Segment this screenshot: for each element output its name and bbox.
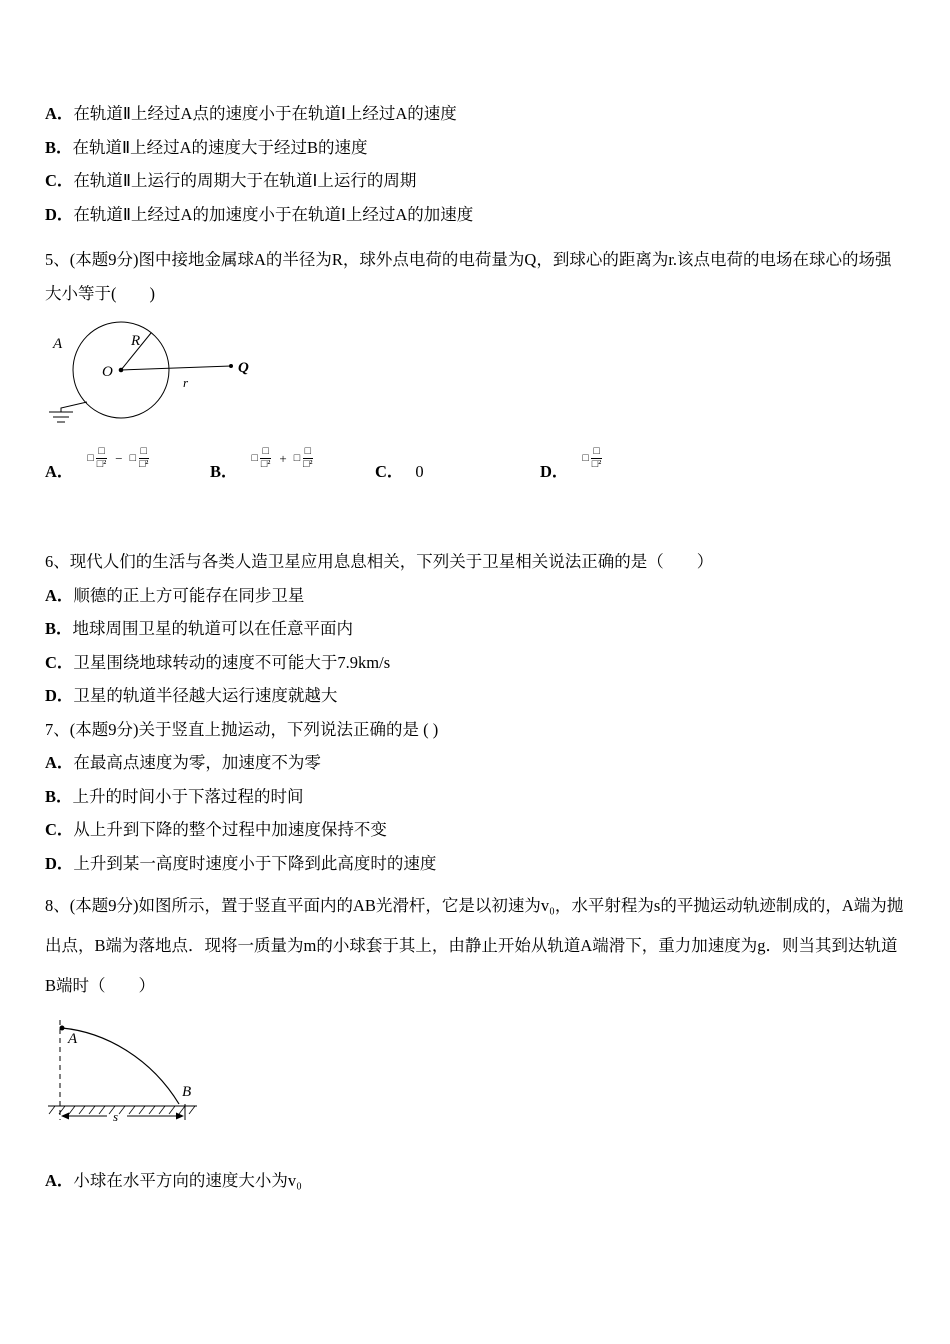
q7-option-a	[45, 746, 905, 780]
q5-option-b-label: B．	[210, 462, 238, 481]
charge-label-q: Q	[238, 360, 249, 376]
q7-option-c	[45, 813, 905, 847]
q7-option-a-text: 在最高点速度为零，加速度不为零	[73, 753, 321, 773]
q6-option-a-label: A．	[45, 585, 74, 605]
center-label-o: O	[102, 364, 113, 380]
formula-box: □	[582, 453, 589, 464]
q6-option-d-text: 卫星的轨道半径越大运行速度就越大	[73, 686, 338, 706]
q7-stem: 7、(本题9分)关于竖直上抛运动，下列说法正确的是 ( )	[45, 719, 439, 739]
q6-option-a	[45, 579, 905, 613]
q8-option-a-label: A．	[45, 1171, 74, 1191]
q4-option-b-text: 在轨道Ⅱ上经过A的速度大于经过B的速度	[72, 137, 368, 157]
q7-option-a-label: A．	[45, 753, 74, 773]
q6-option-a-text: 顺德的正上方可能存在同步卫星	[73, 585, 305, 605]
q4-option-a-label: A．	[45, 104, 74, 123]
q4-option-c	[45, 164, 905, 198]
ground-symbol	[49, 402, 87, 422]
q7-option-d	[45, 847, 905, 881]
point-b-label: B	[182, 1084, 192, 1101]
fraction-denominator: □²	[138, 459, 149, 470]
q5-stem: 5、(本题9分)图中接地金属球A的半径为R，球外点电荷的电荷量为Q，到球心的距离为r.该点电荷的电场在球心的场强大小等于( )	[45, 250, 892, 303]
q5-option-c-value: 0	[415, 462, 424, 481]
fraction-numerator: □	[96, 446, 106, 459]
q6-option-c	[45, 646, 905, 680]
q5-option-a-formula	[87, 446, 150, 471]
minus-operator: −	[115, 450, 123, 466]
q8-stem: 8、(本题9分)如图所示，置于竖直平面内的AB光滑杆，它是以初速为v₀，水平射程为s的平抛运动轨迹制成的，A端为抛出点，B端为落地点．现将一质量为m的小球套于其上，由静止开始从轨道A端滑下，重力加速度为g．则当其到达轨道B端时（ ）	[45, 896, 904, 996]
q6-option-c-label: C．	[45, 652, 74, 672]
fraction	[95, 446, 109, 471]
q6-option-b-text: 地球周围卫星的轨道可以在任意平面内	[72, 619, 354, 639]
q6-option-d-label: D．	[45, 686, 74, 706]
q4-option-a-text: 在轨道Ⅱ上经过A点的速度小于在轨道Ⅰ上经过A的速度	[73, 104, 457, 123]
q4-option-d	[45, 198, 905, 232]
q5-option-a	[45, 445, 210, 487]
q5-option-a-label: A．	[45, 462, 74, 481]
q7-option-b-label: B．	[45, 786, 73, 806]
formula-box: □	[293, 453, 301, 464]
q5-option-b	[210, 445, 375, 487]
q6-stem: 6、现代人们的生活与各类人造卫星应用息息相关，下列关于卫星相关说法正确的是（ ）	[45, 552, 714, 572]
q4-option-d-label: D．	[45, 204, 74, 224]
fraction	[259, 446, 273, 471]
fraction-denominator: □²	[260, 459, 271, 470]
fraction-numerator: □	[139, 446, 149, 459]
q5-option-c	[375, 458, 540, 482]
formula-box: □	[129, 453, 136, 464]
fraction-numerator: □	[591, 446, 601, 459]
q6-option-c-text: 卫星围绕地球转动的速度不可能大于7.9km/s	[73, 652, 391, 672]
plus-operator: +	[279, 450, 287, 466]
q6-option-b	[45, 612, 905, 646]
projectile-rod-diagram	[45, 1016, 255, 1138]
q4-option-b-label: B．	[45, 137, 73, 157]
fraction-numerator: □	[303, 446, 313, 459]
fraction	[137, 446, 151, 471]
q7-option-c-label: C．	[45, 820, 74, 840]
trajectory-curve	[62, 1028, 179, 1104]
q8-option-a-text: 小球在水平方向的速度大小为v₀	[73, 1171, 302, 1191]
q6-option-d	[45, 679, 905, 713]
q4-option-b	[45, 131, 905, 165]
radius-label-R: R	[131, 333, 141, 349]
fraction-denominator: □²	[303, 459, 313, 470]
q5-option-d-label: D．	[540, 462, 569, 481]
q7-option-c-text: 从上升到下降的整个过程中加速度保持不变	[73, 820, 387, 840]
distance-line	[121, 366, 231, 370]
q4-option-c-label: C．	[45, 171, 74, 190]
q5-option-d-formula	[582, 446, 603, 471]
fraction	[590, 446, 604, 471]
q5-options-row	[45, 445, 905, 487]
q5-option-b-formula	[252, 446, 315, 471]
q8-option-a	[45, 1164, 905, 1198]
q5-option-c-label: C．	[375, 462, 404, 481]
ground-line	[48, 1106, 197, 1114]
range-label-s: s	[113, 1109, 119, 1125]
point-a-label: A	[68, 1031, 78, 1048]
q7-option-b-text: 上升的时间小于下落过程的时间	[72, 786, 304, 806]
charge-dot	[229, 364, 233, 368]
fraction-denominator: □²	[591, 459, 602, 470]
q4-option-d-text: 在轨道Ⅱ上经过A的加速度小于在轨道Ⅰ上经过A的加速度	[73, 204, 474, 224]
q4-option-a	[45, 97, 905, 131]
distance-label-r: r	[183, 375, 189, 390]
fraction	[301, 446, 315, 471]
q7-option-b	[45, 780, 905, 814]
fraction-numerator: □	[260, 446, 270, 459]
fraction-denominator: □²	[96, 459, 107, 470]
q4-option-c-text: 在轨道Ⅱ上运行的周期大于在轨道Ⅰ上运行的周期	[73, 171, 417, 190]
q5-option-d	[540, 445, 705, 487]
q6-option-b-label: B．	[45, 619, 73, 639]
sphere-label-a: A	[53, 336, 63, 352]
q7-option-d-text: 上升到某一高度时速度小于下降到此高度时的速度	[73, 853, 437, 873]
formula-box: □	[251, 453, 258, 464]
formula-box: □	[87, 453, 94, 464]
q7-option-d-label: D．	[45, 853, 74, 873]
grounded-sphere-diagram	[45, 314, 285, 432]
